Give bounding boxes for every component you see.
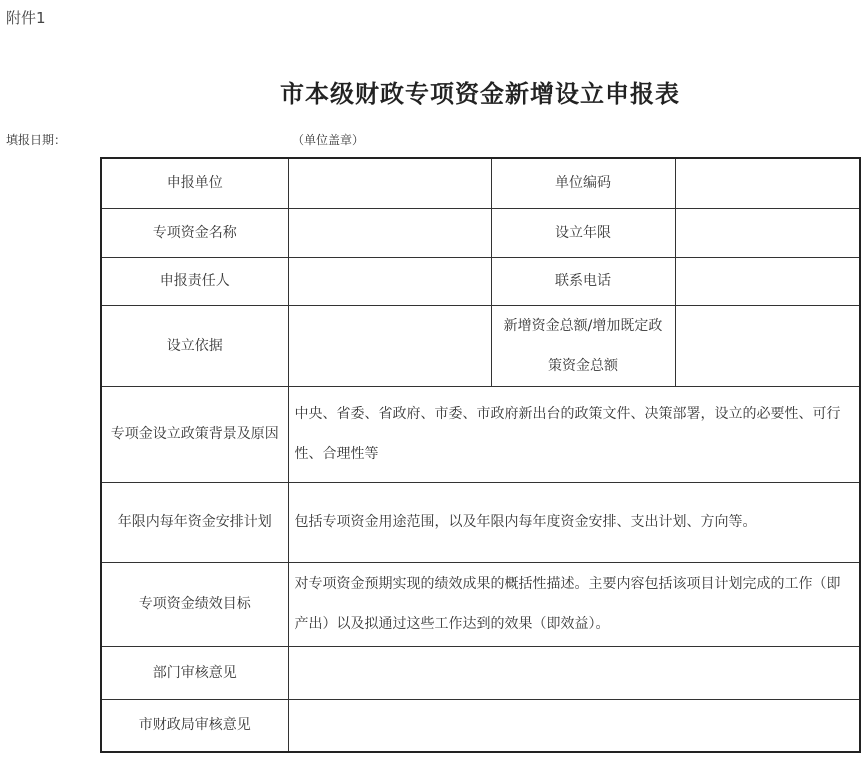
fund-name-field[interactable] [288,208,491,257]
policy-background-content[interactable]: 中央、省委、省政府、市委、市政府新出台的政策文件、决策部署，设立的必要性、可行性、合理性等 [288,386,860,482]
annual-plan-label: 年限内每年资金安排计划 [101,482,288,562]
responsible-person-field[interactable] [288,257,491,305]
table-row [101,257,860,305]
contact-phone-field[interactable] [675,257,860,305]
table-row [101,562,860,646]
application-form-table [100,157,861,753]
seal-note: （单位盖章） [292,133,365,147]
department-review-field[interactable] [288,646,860,699]
table-row [101,305,860,386]
policy-background-label: 专项金设立政策背景及原因 [101,386,288,482]
responsible-person-label: 申报责任人 [101,257,288,305]
table-row [101,386,860,482]
establish-years-label: 设立年限 [491,208,675,257]
applicant-unit-field[interactable] [288,158,491,208]
total-amount-field[interactable] [675,305,860,386]
fund-name-label: 专项资金名称 [101,208,288,257]
establish-basis-label: 设立依据 [101,305,288,386]
total-amount-label: 新增资金总额/增加既定政策资金总额 [491,305,675,386]
department-review-label: 部门审核意见 [101,646,288,699]
unit-code-label: 单位编码 [491,158,675,208]
table-row [101,158,860,208]
fill-date-label: 填报日期： [6,133,67,147]
establish-basis-field[interactable] [288,305,491,386]
contact-phone-label: 联系电话 [491,257,675,305]
applicant-unit-label: 申报单位 [101,158,288,208]
performance-target-content[interactable]: 对专项资金预期实现的绩效成果的概括性描述。主要内容包括该项目计划完成的工作（即产出）以及拟通过这些工作达到的效果（即效益）。 [288,562,860,646]
annual-plan-content[interactable]: 包括专项资金用途范围，以及年限内每年度资金安排、支出计划、方向等。 [288,482,860,562]
finance-bureau-review-field[interactable] [288,699,860,752]
attachment-label: 附件1 [6,9,46,27]
establish-years-field[interactable] [675,208,860,257]
finance-bureau-review-label: 市财政局审核意见 [101,699,288,752]
table-row [101,646,860,699]
performance-target-label: 专项资金绩效目标 [101,562,288,646]
table-row [101,482,860,562]
page-title: 市本级财政专项资金新增设立申报表 [280,79,680,108]
unit-code-field[interactable] [675,158,860,208]
table-row [101,699,860,752]
table-row [101,208,860,257]
